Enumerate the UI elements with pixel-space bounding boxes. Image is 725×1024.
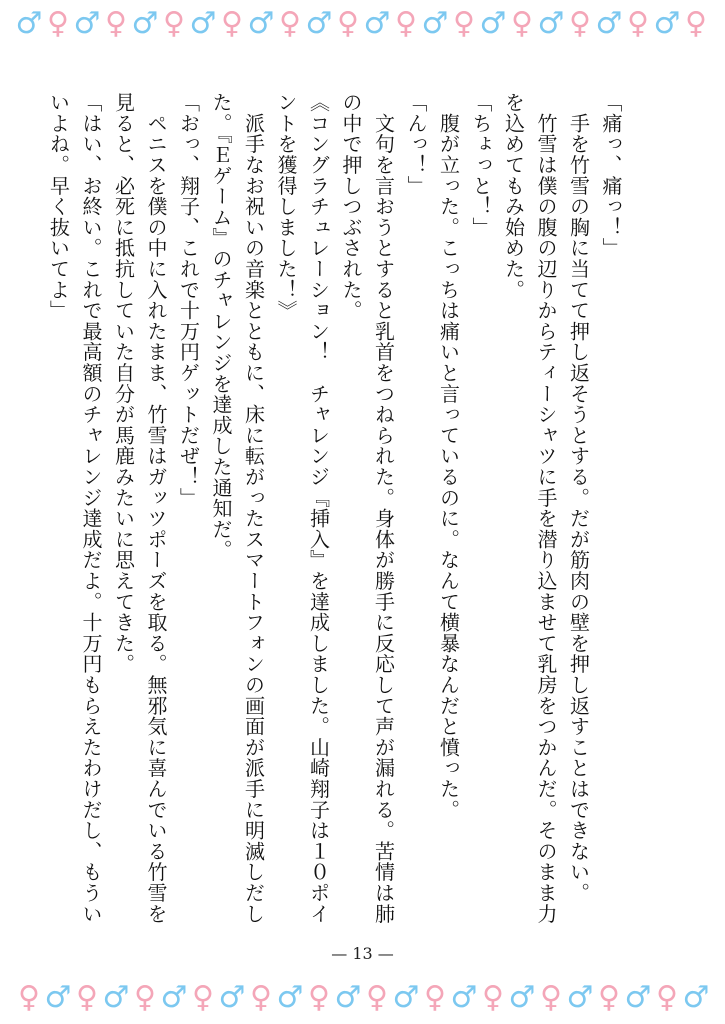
male-symbol-icon: ♂: [73, 6, 101, 41]
female-symbol-icon: ♀: [685, 6, 707, 41]
male-symbol-icon: ♂: [131, 6, 159, 41]
female-symbol-icon: ♀: [337, 6, 359, 41]
paragraph: 《コングラチュレーション！ チャレンジ『挿入』を達成しました。山崎翔子は１０ポイントを獲得しました！》: [274, 92, 331, 924]
paragraph: 文句を言おうとすると乳首をつねられた。身体が勝手に反応して声が漏れる。苦情は肺の中で押しつぶされた。: [339, 92, 396, 924]
female-symbol-icon: ♀: [221, 6, 243, 41]
female-symbol-icon: ♀: [453, 6, 475, 41]
male-symbol-icon: ♂: [160, 980, 188, 1015]
paragraph: 「おっ、翔子、これで十万円ゲットだぜ！」: [176, 92, 201, 508]
male-symbol-icon: ♂: [102, 980, 130, 1015]
male-symbol-icon: ♂: [392, 980, 420, 1015]
male-symbol-icon: ♂: [682, 980, 710, 1015]
paragraph: 「はい、お終い。これで最高額のチャレンジ達成だよ。十万円もらえたわけだし、もういいよね。早く抜いてよ」: [46, 92, 103, 924]
male-symbol-icon: ♂: [363, 6, 391, 41]
paragraph: ペニスを僕の中に入れたまま、竹雪はガッツポーズを取る。無邪気に喜んでいる竹雪を見ると、必死に抵抗していた自分が馬鹿みたいに思えてきた。: [111, 92, 168, 924]
female-symbol-icon: ♀: [424, 980, 446, 1015]
female-symbol-icon: ♀: [18, 980, 40, 1015]
male-symbol-icon: ♂: [334, 980, 362, 1015]
female-symbol-icon: ♀: [308, 980, 330, 1015]
paragraph: 「痛っ、痛っ！」: [599, 92, 623, 259]
female-symbol-icon: ♀: [76, 980, 98, 1015]
female-symbol-icon: ♀: [279, 6, 301, 41]
male-symbol-icon: ♂: [537, 6, 565, 41]
male-symbol-icon: ♂: [15, 6, 43, 41]
paragraph: 竹雪は僕の腹の辺りからティーシャツに手を潜り込ませて乳房をつかんだ。そのまま力を込めてもみ始めた。: [501, 92, 558, 924]
male-symbol-icon: ♂: [508, 980, 536, 1015]
female-symbol-icon: ♀: [105, 6, 127, 41]
female-symbol-icon: ♀: [192, 980, 214, 1015]
top-gender-symbol-border: [0, 2, 725, 46]
female-symbol-icon: ♀: [569, 6, 591, 41]
female-symbol-icon: ♀: [482, 980, 504, 1015]
female-symbol-icon: ♀: [163, 6, 185, 41]
male-symbol-icon: ♂: [305, 6, 333, 41]
novel-body-text: [42, 92, 627, 924]
female-symbol-icon: ♀: [540, 980, 562, 1015]
female-symbol-icon: ♀: [598, 980, 620, 1015]
female-symbol-icon: ♀: [395, 6, 417, 41]
male-symbol-icon: ♂: [276, 980, 304, 1015]
paragraph: 派手なお祝いの音楽とともに、床に転がったスマートフォンの画面が派手に明滅しだした。『Ｅゲーム』のチャレンジを達成した通知だ。: [209, 92, 266, 924]
male-symbol-icon: ♂: [653, 6, 681, 41]
male-symbol-icon: ♂: [44, 980, 72, 1015]
female-symbol-icon: ♀: [250, 980, 272, 1015]
paragraph: 「ちょっと！」: [469, 92, 493, 238]
paragraph: 手を竹雪の胸に当てて押し返そうとする。だが筋肉の壁を押し返すことはできない。: [566, 92, 591, 904]
page-number: — 13 —: [331, 944, 394, 963]
female-symbol-icon: ♀: [656, 980, 678, 1015]
paragraph: 腹が立った。こっちは痛いと言っているのに。なんて横暴なんだと憤った。: [436, 92, 461, 820]
male-symbol-icon: ♂: [595, 6, 623, 41]
male-symbol-icon: ♂: [450, 980, 478, 1015]
male-symbol-icon: ♂: [189, 6, 217, 41]
female-symbol-icon: ♀: [47, 6, 69, 41]
male-symbol-icon: ♂: [479, 6, 507, 41]
bottom-gender-symbol-border: [0, 976, 725, 1020]
male-symbol-icon: ♂: [624, 980, 652, 1015]
female-symbol-icon: ♀: [366, 980, 388, 1015]
female-symbol-icon: ♀: [627, 6, 649, 41]
male-symbol-icon: ♂: [566, 980, 594, 1015]
paragraph: 「んっ！」: [404, 92, 428, 196]
male-symbol-icon: ♂: [218, 980, 246, 1015]
male-symbol-icon: ♂: [421, 6, 449, 41]
female-symbol-icon: ♀: [511, 6, 533, 41]
male-symbol-icon: ♂: [247, 6, 275, 41]
female-symbol-icon: ♀: [134, 980, 156, 1015]
